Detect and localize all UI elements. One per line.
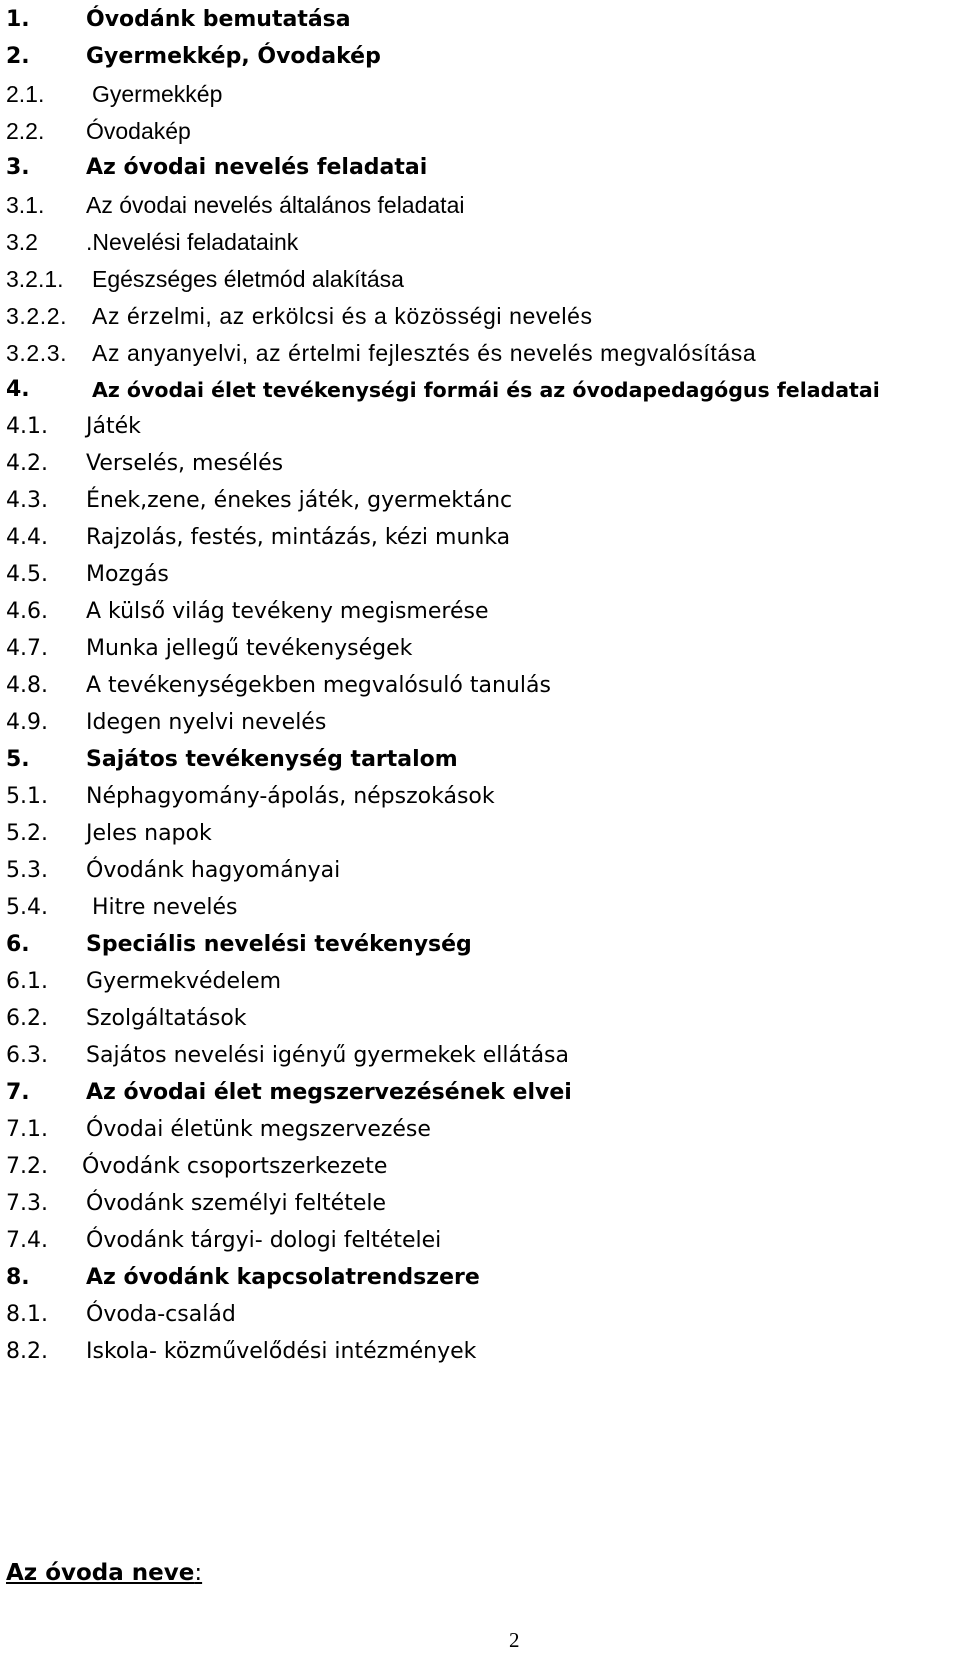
name-label-text: Az óvoda neve [6,1560,195,1586]
toc-title: .Nevelési feladataink [86,229,299,255]
toc-number: 7.1. [6,1117,48,1142]
toc-number: 4.8. [6,673,48,698]
toc-title: Óvodai életünk megszervezése [86,1117,431,1142]
toc-title: Az érzelmi, az erkölcsi és a közösségi nevelés [92,303,593,329]
toc-title: Óvodánk csoportszerkezete [82,1154,388,1179]
toc-title: A külső világ tevékeny megismerése [86,599,489,624]
toc-number: 8.2. [6,1339,48,1364]
toc-number: 3.2.1. [6,266,64,292]
toc-number: 3.2 [6,229,38,255]
toc-title: Gyermekvédelem [86,969,282,994]
toc-number: 5.1. [6,784,48,809]
toc-number: 6.3. [6,1043,48,1068]
toc-number: 7. [6,1080,30,1105]
toc-title: Egészséges életmód alakítása [92,266,404,292]
kindergarten-name-label [6,1560,202,1586]
toc-number: 6. [6,932,30,957]
toc-number: 4.6. [6,599,48,624]
toc-title: Gyermekkép, Óvodakép [86,44,381,69]
toc-number: 3.1. [6,192,45,218]
toc-title: Játék [86,414,141,439]
toc-number: 4. [6,377,30,402]
toc-title: Rajzolás, festés, mintázás, kézi munka [86,525,511,550]
page-number: 2 [509,1628,520,1652]
toc-title: Óvoda-család [86,1302,236,1327]
toc-title: Verselés, mesélés [86,451,284,476]
toc-number: 7.4. [6,1228,48,1253]
toc-number: 3.2.2. [6,303,68,329]
toc-title: Speciális nevelési tevékenység [86,932,472,957]
toc-number: 8. [6,1265,30,1290]
toc-title: Sajátos nevelési igényű gyermekek ellátása [86,1043,570,1068]
toc-title: Óvodánk személyi feltétele [86,1191,387,1216]
toc-title: Gyermekkép [92,81,223,107]
toc-title: Óvodakép [86,118,191,144]
toc-title: Az óvodai élet tevékenységi formái és az óvodapedagógus feladatai [92,378,880,402]
toc-title: Az óvodai nevelés általános feladatai [86,192,465,218]
toc-number: 4.9. [6,710,48,735]
toc-number: 4.7. [6,636,48,661]
toc-number: 8.1. [6,1302,48,1327]
toc-title: Munka jellegű tevékenységek [86,636,413,661]
toc-title: Idegen nyelvi nevelés [86,710,327,735]
toc-title: A tevékenységekben megvalósuló tanulás [86,673,551,698]
toc-title: Sajátos tevékenység tartalom [86,747,458,772]
toc-title: Az óvodai nevelés feladatai [86,155,428,180]
toc-title: Óvodánk hagyományai [86,858,341,883]
toc-number: 3.2.3. [6,340,68,366]
toc-title: Az anyanyelvi, az értelmi fejlesztés és nevelés megvalósítása [92,340,757,366]
toc-title: Óvodánk bemutatása [86,7,351,32]
toc-number: 6.2. [6,1006,48,1031]
toc-number: 4.3. [6,488,48,513]
toc-title: Hitre nevelés [92,895,238,920]
name-label-colon: : [194,1560,203,1586]
toc-number: 4.5. [6,562,48,587]
toc-title: Iskola- közművelődési intézmények [86,1339,477,1364]
toc-number: 4.2. [6,451,48,476]
toc-title: Néphagyomány-ápolás, népszokások [86,784,495,809]
toc-number: 3. [6,155,30,180]
toc-number: 5. [6,747,30,772]
toc-number: 2. [6,44,30,69]
toc-number: 2.2. [6,118,45,144]
toc-number: 5.4. [6,895,48,920]
toc-number: 4.4. [6,525,48,550]
toc-number: 5.2. [6,821,48,846]
toc-title: Jeles napok [86,821,212,846]
toc-title: Mozgás [86,562,169,587]
toc-number: 6.1. [6,969,48,994]
toc-title: Az óvodánk kapcsolatrendszere [86,1265,480,1290]
toc-number: 1. [6,7,30,32]
toc-number: 7.2. [6,1154,48,1179]
toc-number: 5.3. [6,858,48,883]
toc-title: Óvodánk tárgyi- dologi feltételei [86,1228,442,1253]
toc-title: Ének,zene, énekes játék, gyermektánc [86,488,513,513]
toc-number: 4.1. [6,414,48,439]
toc-title: Az óvodai élet megszervezésének elvei [86,1080,572,1105]
toc-title: Szolgáltatások [86,1006,247,1031]
toc-number: 2.1. [6,81,45,107]
toc-number: 7.3. [6,1191,48,1216]
